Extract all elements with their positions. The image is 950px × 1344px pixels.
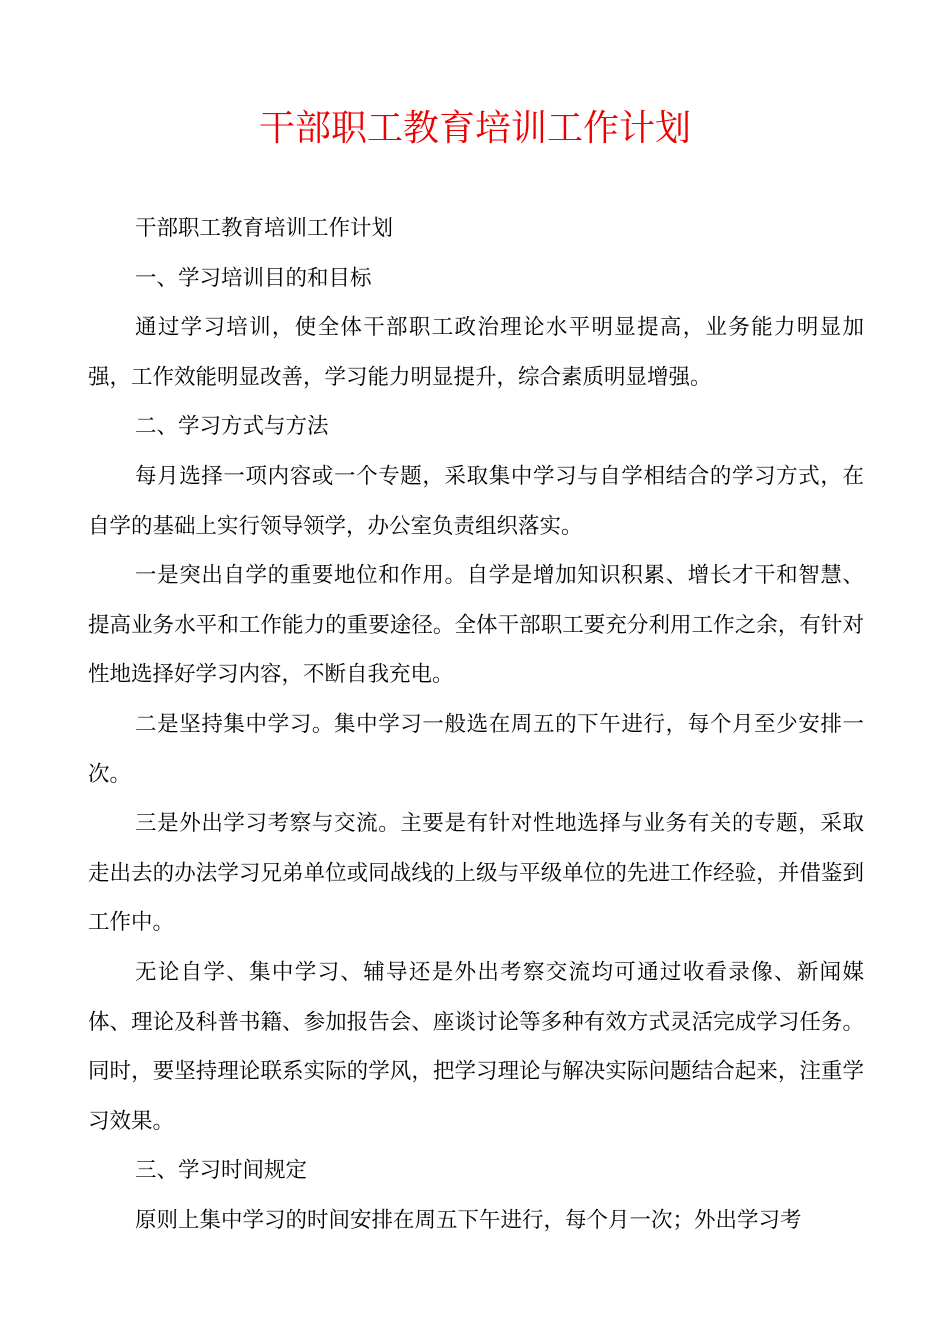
document-title: 干部职工教育培训工作计划	[258, 108, 691, 149]
paragraph-study-formats: 无论自学、集中学习、辅导还是外出考察交流均可通过收看录像、新闻媒体、理论及科普书籍、参加报告会、座谈讨论等多种有效方式灵活完成学习任务。同时，要坚持理论联系实际的学风，把学习理论与解决实际问题结合起来，注重学习效果。	[88, 959, 864, 1134]
heading-section-2: 二、学习方式与方法	[135, 414, 329, 440]
paragraph-methods: 每月选择一项内容或一个专题，采取集中学习与自学相结合的学习方式，在自学的基础上实行领导领学，办公室负责组织落实。	[88, 463, 864, 539]
heading-section-3: 三、学习时间规定	[135, 1158, 308, 1184]
paragraph-time-rules: 原则上集中学习的时间安排在周五下午进行，每个月一次；外出学习考	[135, 1207, 802, 1233]
paragraph-goals: 通过学习培训，使全体干部职工政治理论水平明显提高，业务能力明显加强，工作效能明显改善，学习能力明显提升，综合素质明显增强。	[88, 315, 864, 390]
paragraph-self-study: 一是突出自学的重要地位和作用。自学是增加知识积累、增长才干和智慧、提高业务水平和工作能力的重要途径。全体干部职工要充分利用工作之余，有针对性地选择好学习内容，不断自我充电。	[88, 563, 864, 688]
paragraph-subtitle: 干部职工教育培训工作计划	[135, 216, 394, 241]
paragraph-group-study: 二是坚持集中学习。集中学习一般选在周五的下午进行，每个月至少安排一次。	[88, 711, 864, 787]
paragraph-external-study: 三是外出学习考察与交流。主要是有针对性地选择与业务有关的专题，采取走出去的办法学习兄弟单位或同战线的上级与平级单位的先进工作经验，并借鉴到工作中。	[88, 811, 864, 936]
heading-section-1: 一、学习培训目的和目标	[135, 265, 372, 291]
document-body	[88, 204, 864, 1245]
